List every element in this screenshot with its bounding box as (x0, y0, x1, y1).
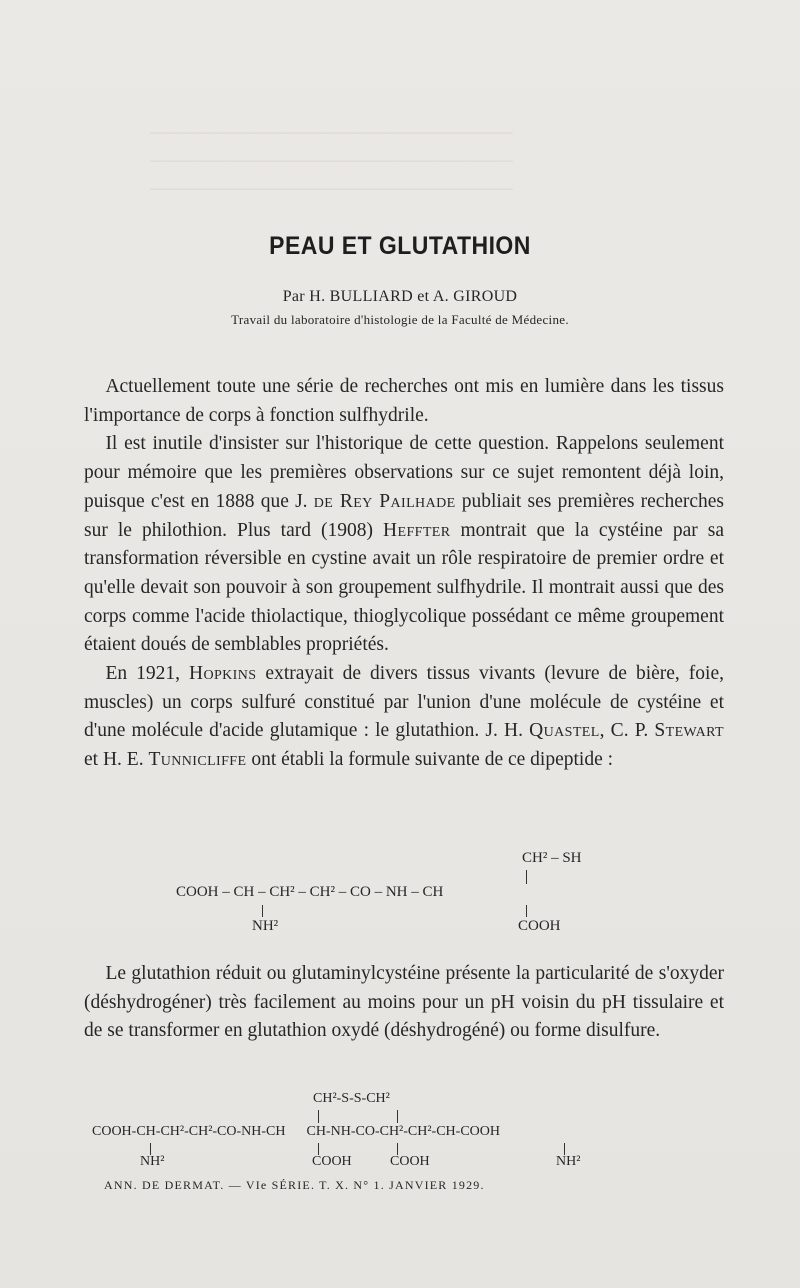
author-name-quastel: Quastel (529, 720, 600, 742)
formula-2-sub-4: NH² (556, 1154, 581, 1169)
paragraph-3-text-a: En 1921, (105, 663, 189, 685)
formula-1-bond-right (526, 905, 527, 917)
body-paragraphs-2 (84, 960, 724, 1046)
author-name-hopkins: Hopkins (188, 663, 257, 685)
author-name-stewart: Stewart (654, 720, 724, 742)
journal-footer: ANN. DE DERMAT. — VIe SÉRIE. T. X. N° 1. JANVIER 1929. (104, 1178, 485, 1192)
formula-1-bond-top (526, 870, 527, 884)
article-affiliation: Travail du laboratoire d'histologie de la Faculté de Médecine. (231, 312, 569, 327)
page: ──────────────────────────────── ──────────────────────────────── ──────────────────────────────── PEAU ET GLUTATHION Par H. BULLIARD et A. GIROUD Travail du laboratoire d'histologie de la Faculté de Médecine. Actuellement toute une série de recherches ont mis en lumière dans les tissus l'importance de corps à fonction sulfhydrile. Il est inutile d'insister sur l'historique de cette question. Rappelons seulement pour mémoire que les premières observations sur ce sujet remontent déjà loin, puisque c'est en 1888 que J. de Rey Pailhade publiait ses premières recherches sur le philothion. Plus tard (1908) Heffter montrait que la cystéine par sa transformation réversible en cystine avait un rôle respiratoire de premier ordre et qu'elle devait son pouvoir à son groupement sulfhydrile. Il montrait aussi que des corps comme l'acide thiolactique, thioglycolique possédant ce même groupement étaient doués de semblables propriétés. En 1921, Hopkins extrayait de divers tissus vivants (levure de bière, foie, muscles) un corps sulfuré constitué par l'union d'une molécule de cystéine et d'une molécule d'acide glutamique : le glutathion. J. H. Quastel, C. P. Stewart et H. E. Tunnicliffe ont établi la formule suivante de ce dipeptide : CH² – SH COOH – CH – CH² – CH² – CO – NH – CH NH² COOH Le glutathion réduit ou glutaminylcystéine présente la particularité de s'oxyder (déshydrogéner) très facilement au moins pour un pH voisin du pH tissulaire et de se transformer en glutathion oxydé (déshydrogéné) ou forme disulfure. CH²-S-S-CH² COOH-CH-CH²-CH²-CO-NH-CH CH-NH-CO-CH²-CH²-CH-COOH NH² COOH COOH NH² ANN. DE DERMAT. — VIe SÉRIE. T. X. N° 1. JANVIER 1929. (0, 0, 800, 1288)
formula-1-main: COOH – CH – CH² – CH² – CO – NH – CH (176, 884, 444, 900)
paragraph-2-text-b: publiait ses premières recherches sur le philothion. Plus tard (1908) (84, 490, 725, 541)
paragraph-3-text-d: et H. E. (84, 749, 149, 771)
formula-2-sub-2: COOH (312, 1154, 352, 1169)
author-name-tunnicliffe: Tunnicliffe (148, 749, 247, 771)
body-paragraphs-1 (84, 373, 724, 775)
paragraph-3 (84, 660, 724, 775)
formula-2-bond-top-right (397, 1110, 398, 1123)
paragraph-3-text-b: extrayait de divers tissus vivants (levure de bière, foie, muscles) un corps sulfuré constitué par l'union d'une molécule de cystéine et d'une molécule d'acide glutamique : le glutathion. J. H. (84, 663, 724, 742)
formula-1-left-sub: NH² (252, 918, 279, 934)
author-name-de-rey-pailhade: de Rey Pailhade (313, 490, 456, 512)
formula-1-top: CH² – SH (522, 850, 582, 866)
formula-2-sub-3: COOH (390, 1154, 430, 1169)
paragraph-1-text: Actuellement toute une série de recherches ont mis en lumière dans les tissus l'importance de corps à fonction sulfhydrile. (84, 376, 724, 426)
paragraph-2 (84, 430, 724, 660)
formula-2-main: COOH-CH-CH²-CH²-CO-NH-CH CH-NH-CO-CH²-CH²-CH-COOH (92, 1124, 500, 1139)
article-authors: Par H. BULLIARD et A. GIROUD (282, 288, 518, 305)
paragraph-4: Le glutathion réduit ou glutaminylcystéine présente la particularité de s'oxyder (déshydrogéner) très facilement au moins pour un pH voisin du pH tissulaire et de se transformer en glutathion oxydé (déshydrogéné) ou forme disulfure. (84, 963, 724, 1042)
formula-1-bond-left (262, 905, 263, 917)
paragraph-3-text-e: ont établi la formule suivante de ce dipeptide : (246, 749, 614, 771)
paragraph-1 (84, 373, 724, 430)
formula-2-top: CH²-S-S-CH² (313, 1091, 390, 1106)
paragraph-2-text-a: Il est inutile d'insister sur l'historique de cette question. Rappelons seulement pour mémoire que les premières observations sur ce sujet remontent déjà loin, puisque c'est en 1888 que J. (84, 433, 724, 512)
formula-1-right-sub: COOH (518, 918, 561, 934)
article-title: PEAU ET GLUTATHION (269, 232, 531, 260)
author-name-heffter: Heffter (383, 519, 451, 541)
formula-2-sub-1: NH² (140, 1154, 165, 1169)
paragraph-3-text-c: , C. P. (599, 720, 655, 742)
formula-2-bond-top-left (318, 1110, 319, 1123)
paragraph-2-text-c: montrait que la cystéine par sa transformation réversible en cystine avait un rôle respiratoire de premier ordre et qu'elle devait son pouvoir à son groupement sulfhydrile. Il montrait aussi que des corps comme l'acide thiolactique, thioglycolique possédant ce même groupement étaient doués de semblables propriétés. (84, 519, 724, 656)
